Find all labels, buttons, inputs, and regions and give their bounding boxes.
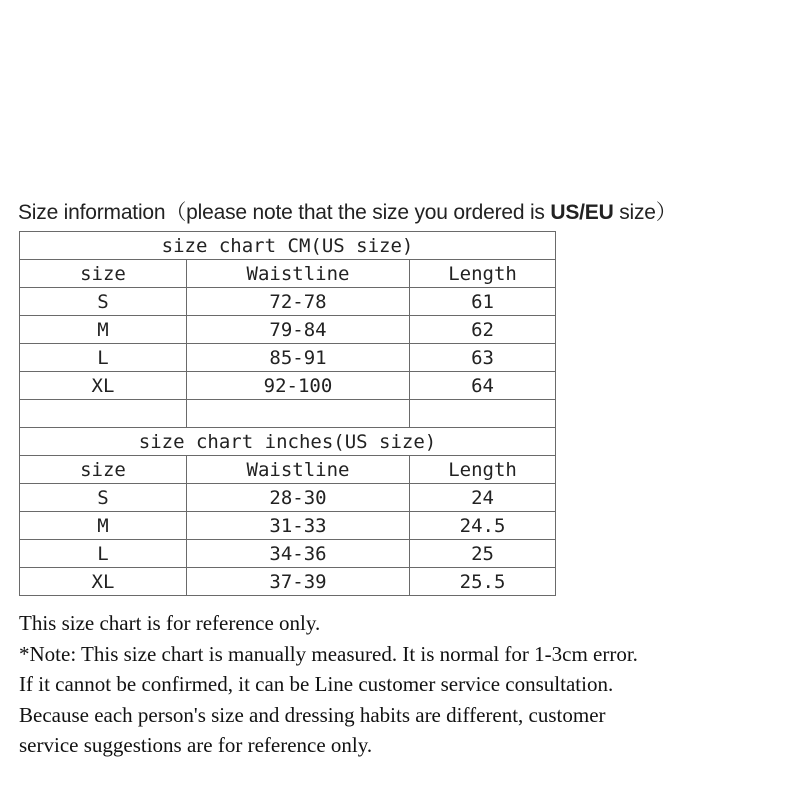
cm-size-cell: S xyxy=(20,288,187,316)
note-line: service suggestions are for reference only. xyxy=(19,733,373,757)
cm-size-cell: XL xyxy=(20,372,187,400)
inch-length-cell: 24 xyxy=(410,484,556,512)
cm-chart-title: size chart CM(US size) xyxy=(20,232,556,260)
inch-size-cell: XL xyxy=(20,568,187,596)
inch-header-size: size xyxy=(20,456,187,484)
inch-size-cell: S xyxy=(20,484,187,512)
table-row xyxy=(20,540,556,568)
cm-waistline-cell: 92-100 xyxy=(187,372,410,400)
inch-chart-header-row xyxy=(20,456,556,484)
inch-size-cell: L xyxy=(20,540,187,568)
inch-size-cell: M xyxy=(20,512,187,540)
inch-length-cell: 25 xyxy=(410,540,556,568)
table-row xyxy=(20,316,556,344)
heading-prefix: Size information（please note that the size you ordered is xyxy=(18,201,551,224)
note-line: This size chart is for reference only. xyxy=(19,611,321,635)
heading-suffix: size） xyxy=(613,201,677,224)
inch-header-length: Length xyxy=(410,456,556,484)
empty-spacer-row xyxy=(20,400,556,428)
inch-chart-title: size chart inches(US size) xyxy=(20,428,556,456)
note-line: Because each person's size and dressing habits are different, customer xyxy=(19,702,606,727)
inch-waistline-cell: 31-33 xyxy=(187,512,410,540)
cm-size-cell: L xyxy=(20,344,187,372)
inch-chart-title-row xyxy=(20,428,556,456)
table-row xyxy=(20,484,556,512)
cm-header-waistline: Waistline xyxy=(187,260,410,288)
empty-cell xyxy=(187,400,410,428)
cm-header-length: Length xyxy=(410,260,556,288)
table-row xyxy=(20,568,556,596)
empty-cell xyxy=(410,400,556,428)
inch-waistline-cell: 37-39 xyxy=(187,568,410,596)
size-notes xyxy=(19,608,789,761)
size-chart-table xyxy=(19,231,556,596)
empty-cell xyxy=(20,400,187,428)
table-row xyxy=(20,288,556,316)
inch-waistline-cell: 28-30 xyxy=(187,484,410,512)
cm-length-cell: 61 xyxy=(410,288,556,316)
note-line: If it cannot be confirmed, it can be Line customer service consultation. xyxy=(19,672,614,696)
cm-chart-title-row xyxy=(20,232,556,260)
inch-waistline-cell: 34-36 xyxy=(187,540,410,568)
heading-emphasis: US/EU xyxy=(550,201,614,224)
cm-size-cell: M xyxy=(20,316,187,344)
note-line: *Note: This size chart is manually measured. It is normal for 1-3cm error. xyxy=(19,641,638,666)
inch-length-cell: 24.5 xyxy=(410,512,556,540)
cm-length-cell: 63 xyxy=(410,344,556,372)
cm-waistline-cell: 79-84 xyxy=(187,316,410,344)
cm-length-cell: 64 xyxy=(410,372,556,400)
cm-chart-header-row xyxy=(20,260,556,288)
cm-waistline-cell: 85-91 xyxy=(187,344,410,372)
table-row xyxy=(20,344,556,372)
table-row xyxy=(20,372,556,400)
cm-length-cell: 62 xyxy=(410,316,556,344)
cm-waistline-cell: 72-78 xyxy=(187,288,410,316)
inch-header-waistline: Waistline xyxy=(187,456,410,484)
table-row xyxy=(20,512,556,540)
inch-length-cell: 25.5 xyxy=(410,568,556,596)
size-information-heading xyxy=(18,196,677,226)
cm-header-size: size xyxy=(20,260,187,288)
